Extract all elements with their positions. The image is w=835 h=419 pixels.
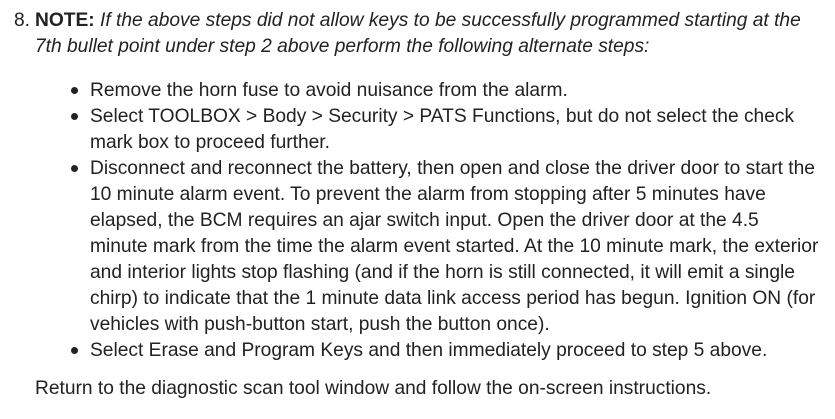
- list-item-text: Remove the horn fuse to avoid nuisance from the alarm.: [90, 80, 568, 101]
- list-item: [0, 104, 835, 156]
- step-8: [14, 8, 829, 60]
- note-paragraph: [35, 8, 829, 60]
- alternate-steps-list: [0, 78, 835, 364]
- list-item: [0, 78, 835, 104]
- bullet-icon: [71, 165, 78, 172]
- note-label: NOTE:: [35, 10, 95, 31]
- bullet-icon: [71, 87, 78, 94]
- list-item-text: Select TOOLBOX > Body > Security > PATS Functions, but do not select the check mark box to proceed further.: [90, 106, 795, 153]
- step-number: 8.: [14, 10, 31, 31]
- list-item: [0, 338, 835, 364]
- closing-instruction: Return to the diagnostic scan tool window and follow the on-screen instructions.: [35, 378, 712, 399]
- list-item: [0, 156, 835, 338]
- bullet-icon: [71, 113, 78, 120]
- list-item-text: Disconnect and reconnect the battery, then open and close the driver door to start the 10 minute alarm event. To prevent the alarm from stopping after 5 minutes have elapsed, the BCM requires an ajar switch input. Open the driver door at the 4.5 minute mark from the time the alarm event started. At the 10 minute mark, the exterior and interior lights stop flashing (and if the horn is still connected, it will emit a single chirp) to indicate that the 1 minute data link access period has begun. Ignition ON (for vehicles with push-button start, push the button once).: [90, 158, 819, 335]
- list-item-text: Select Erase and Program Keys and then immediately proceed to step 5 above.: [90, 340, 768, 361]
- note-text: If the above steps did not allow keys to be successfully programmed starting at the 7th bullet point under step 2 above perform the following alternate steps:: [35, 10, 801, 57]
- bullet-icon: [71, 347, 78, 354]
